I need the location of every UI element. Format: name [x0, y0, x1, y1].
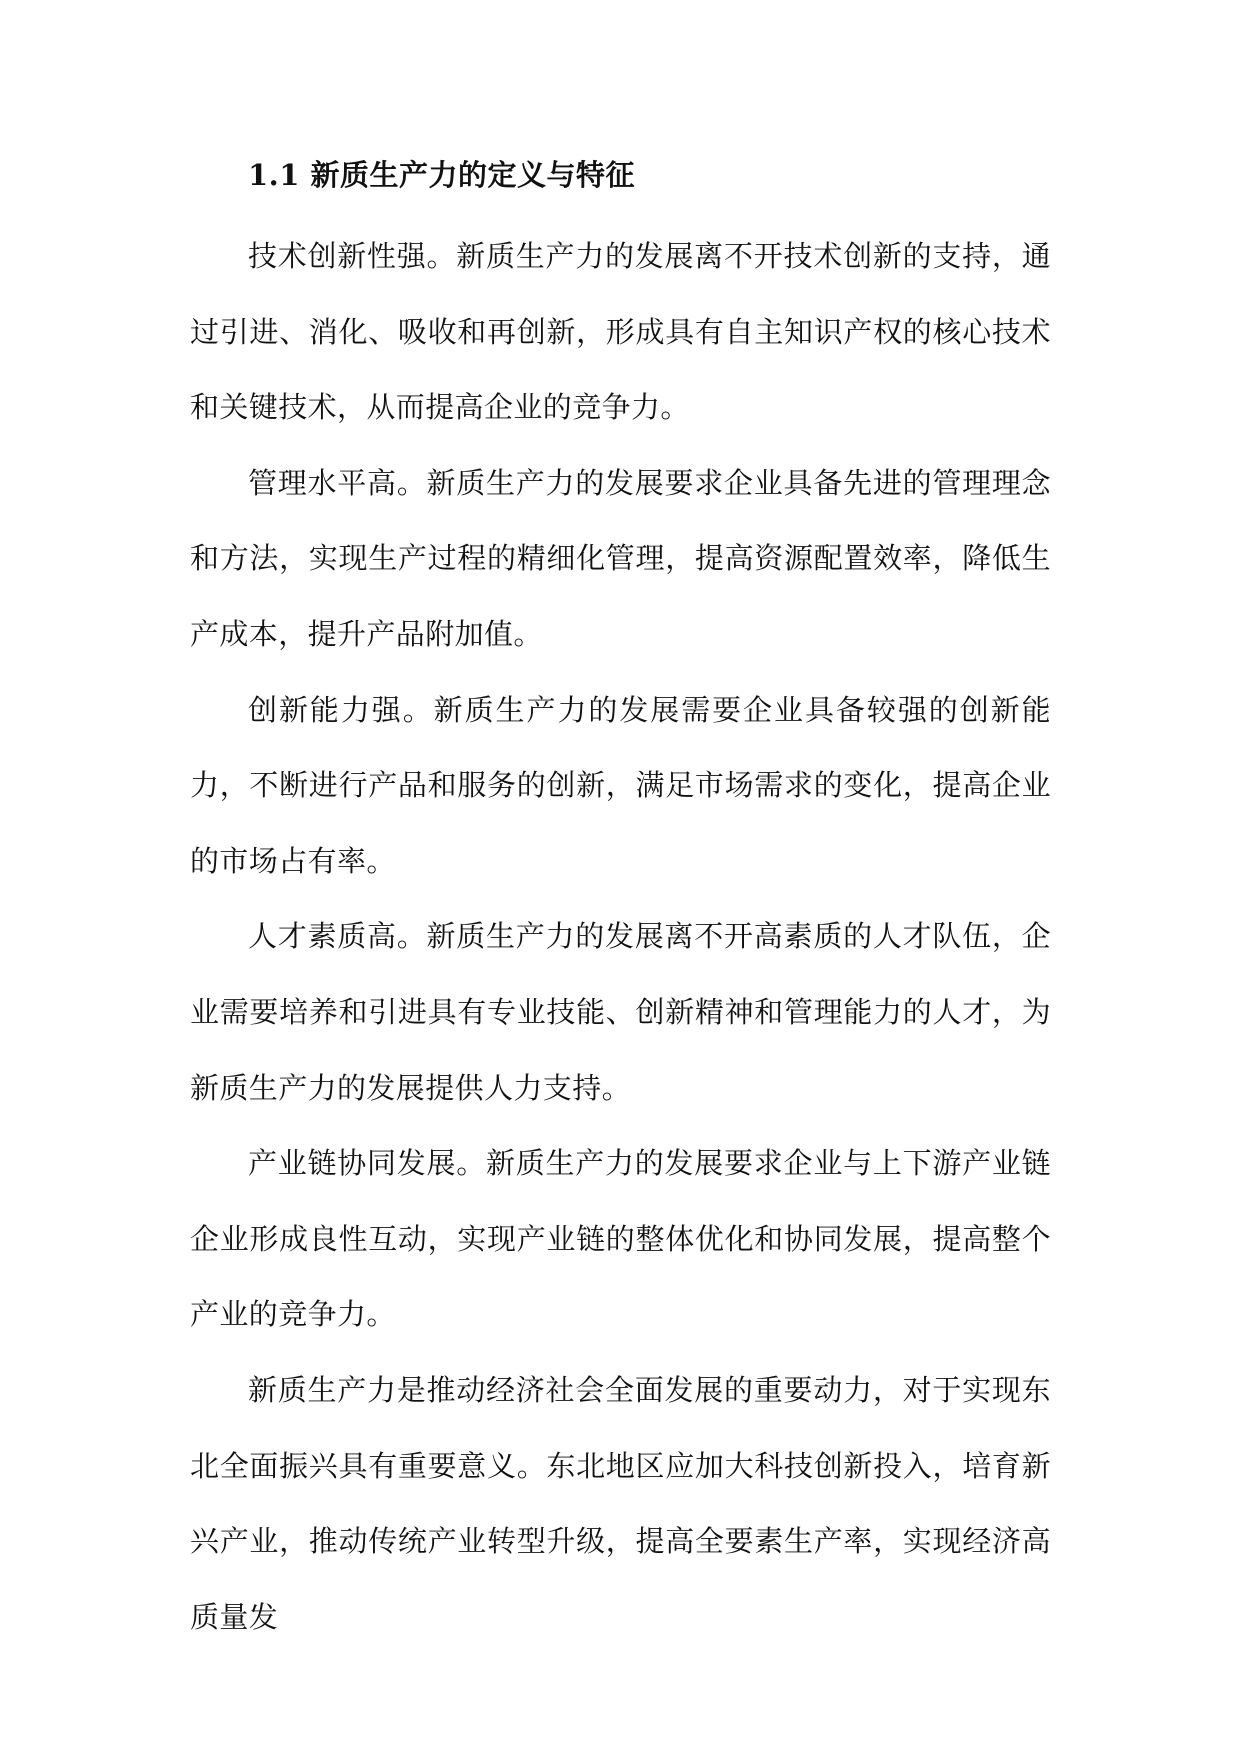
paragraph-talent-quality: 人才素质高。新质生产力的发展离不开高素质的人才队伍，企业需要培养和引进具有专业技能、创新精神和管理能力的人才，为新质生产力的发展提供人力支持。: [190, 919, 1051, 1105]
paragraph-northeast-revitalization: 新质生产力是推动经济社会全面发展的重要动力，对于实现东北全面振兴具有重要意义。东北地区应加大科技创新投入，培育新兴产业，推动传统产业转型升级，提高全要素生产率，实现经济高质量发: [190, 1372, 1051, 1634]
paragraph-innovation-capability: 创新能力强。新质生产力的发展需要企业具备较强的创新能力，不断进行产品和服务的创新，满足市场需求的变化，提高企业的市场占有率。: [190, 692, 1051, 878]
paragraph-management-level: 管理水平高。新质生产力的发展要求企业具备先进的管理理念和方法，实现生产过程的精细化管理，提高资源配置效率，降低生产成本，提升产品附加值。: [190, 465, 1051, 651]
paragraph-technical-innovation: 技术创新性强。新质生产力的发展离不开技术创新的支持，通过引进、消化、吸收和再创新，形成具有自主知识产权的核心技术和关键技术，从而提高企业的竞争力。: [190, 239, 1051, 425]
paragraph-industry-chain: 产业链协同发展。新质生产力的发展要求企业与上下游产业链企业形成良性互动，实现产业链的整体优化和协同发展，提高整个产业的竞争力。: [190, 1146, 1051, 1332]
body-text: [190, 219, 1051, 1655]
section-heading: 1.1 新质生产力的定义与特征: [248, 158, 636, 192]
